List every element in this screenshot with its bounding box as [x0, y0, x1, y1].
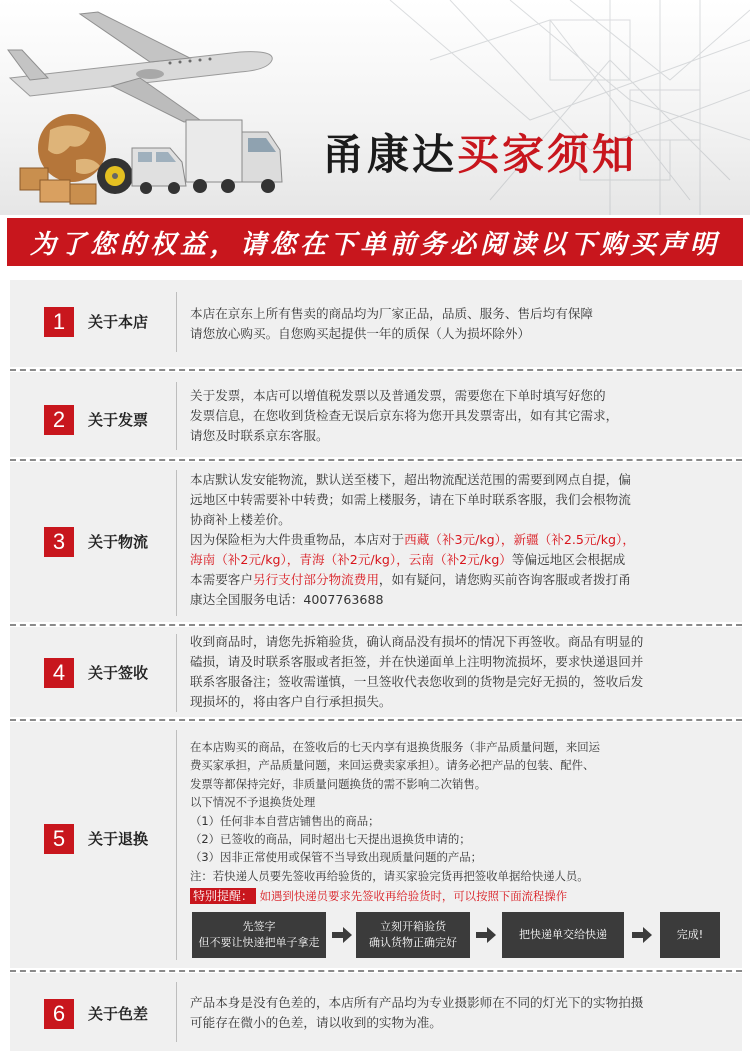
- arrow-right-icon: [476, 927, 496, 943]
- flow-step-title: 把快递单交给快递: [519, 928, 607, 941]
- text-line: 收到商品时，请您先拆箱验货，确认商品没有损坏的情况下再签收。商品有明显的: [190, 634, 644, 649]
- section-number: 3: [44, 527, 74, 557]
- divider: [176, 470, 177, 616]
- section-number: 6: [44, 999, 74, 1029]
- flow-step-title: 先签字: [242, 920, 276, 933]
- logistics-illustration: [0, 0, 300, 215]
- divider: [176, 634, 177, 712]
- flow-step-3: [502, 912, 624, 958]
- text-line: 本需要客户另行支付部分物流费用，如有疑问，请您购买前咨询客服或者拨打甬: [190, 572, 631, 587]
- text-line: 因为保险柜为大件贵重物品，本店对于西藏（补3元/kg），新疆（补2.5元/kg），: [190, 532, 635, 547]
- section-label: 关于色差: [88, 1005, 149, 1023]
- dashed-separator: [10, 459, 742, 461]
- section-text: [190, 632, 738, 712]
- section-text: [190, 993, 738, 1033]
- text-line: 以下情况不予退换货处理: [190, 795, 316, 810]
- section-label: 关于物流: [88, 533, 149, 551]
- flow-step-title: 完成!: [676, 928, 704, 941]
- section-number: 2: [44, 405, 74, 435]
- section-number: 4: [44, 658, 74, 688]
- remote-fee-text: 西藏（补3元/kg），新疆（补2.5元/kg），: [404, 532, 635, 547]
- airplane-icon: [8, 12, 272, 122]
- text-line: 海南（补2元/kg），青海（补2元/kg），云南（补2元/kg）等偏远地区会根据成: [190, 552, 626, 567]
- service-phone: 康达全国服务电话：4007763688: [190, 592, 384, 607]
- flow-step-2: [356, 912, 470, 958]
- divider: [176, 730, 177, 960]
- section-text: [190, 470, 738, 610]
- text-line: 注：若快递人员要先签收再给验货的，请买家验完货再把签收单据给快递人员。: [190, 868, 589, 883]
- flow-step-1: [192, 912, 326, 958]
- section-number: 5: [44, 824, 74, 854]
- dashed-separator: [10, 624, 742, 626]
- text-line: 可能存在微小的色差，请以收到的实物为准。: [190, 1015, 442, 1030]
- arrow-right-icon: [632, 927, 652, 943]
- abstract-grid-background: [330, 0, 750, 215]
- section-text: [190, 738, 738, 906]
- flow-step-4: [660, 912, 720, 958]
- dashed-separator: [10, 719, 742, 721]
- tire-icon: [97, 158, 133, 194]
- text-line: 产品本身是没有色差的，本店所有产品均为专业摄影师在不同的灯光下的实物拍摄: [190, 995, 644, 1010]
- text-line: 费买家承担，产品质量问题，来回运费卖家承担）。请务必把产品的包装、配件、: [190, 758, 595, 773]
- divider: [176, 292, 177, 352]
- text-line: 联系客服备注；签收需谨慎，一旦签收代表您收到的货物是完好无损的，签收后发: [190, 674, 644, 689]
- section-text: [190, 386, 738, 446]
- notice-banner-text: 为了您的权益，请您在下单前务必阅读以下购买声明: [29, 229, 720, 260]
- notice-banner: [7, 218, 743, 266]
- page-title: [322, 122, 637, 182]
- text-line: （3）因非正常使用或保管不当导致出现质量问题的产品；: [190, 850, 483, 865]
- dashed-separator: [10, 970, 742, 972]
- title-notice: 买家须知: [457, 130, 638, 179]
- section-number: 1: [44, 307, 74, 337]
- text-line: 发票信息，在您收到货检查无误后京东将为您开具发票寄出，如有其它需求，: [190, 408, 619, 423]
- extra-fee-text: 另行支付部分物流费用: [252, 572, 379, 587]
- arrow-right-icon: [332, 927, 352, 943]
- text-line: （1）任何非本自营店铺售出的商品；: [190, 813, 380, 828]
- text-line: 请您放心购买。自您购买起提供一年的质保（人为损坏除外）: [190, 326, 531, 341]
- text-line: 本店默认发安能物流，默认送至楼下，超出物流配送范围的需要到网点自提，偏: [190, 472, 631, 487]
- title-brand: 甬康达: [322, 130, 458, 179]
- divider: [176, 982, 177, 1042]
- text-line: （2）已签收的商品，同时超出七天提出退换货申请的；: [190, 832, 471, 847]
- section-label: 关于退换: [88, 830, 149, 848]
- text-line: 本店在京东上所有售卖的商品均为厂家正品，品质、服务、售后均有保障: [190, 306, 593, 321]
- section-label: 关于发票: [88, 411, 149, 429]
- remote-fee-text: 海南（补2元/kg），青海（补2元/kg），云南（补2元/kg）: [190, 552, 512, 567]
- flow-step-desc: 确认货物正确完好: [369, 936, 457, 949]
- flow-step-title: 立刻开箱验货: [380, 920, 446, 933]
- text-line: 协商补上楼差价。: [190, 512, 291, 527]
- text-line: 磕损，请及时联系客服或者拒签，并在快递面单上注明物流损坏，要求快递退回并: [190, 654, 644, 669]
- divider: [176, 382, 177, 450]
- section-label: 关于本店: [88, 313, 149, 331]
- text-line: 关于发票，本店可以增值税发票以及普通发票，需要您在下单时填写好您的: [190, 388, 606, 403]
- section-label: 关于签收: [88, 664, 149, 682]
- text-line: 现损坏的，将由客户自行承担损失。: [190, 694, 392, 709]
- text-line: 远地区中转需要补中转费；如需上楼服务，请在下单时联系客服，我们会根物流: [190, 492, 631, 507]
- header-banner: [0, 0, 750, 215]
- text-line: 请您及时联系京东客服。: [190, 428, 329, 443]
- flow-step-desc: 但不要让快递把单子拿走: [198, 936, 320, 949]
- text-line: 发票等都保持完好，非质量问题换货的需不影响二次销售。: [190, 776, 487, 791]
- van-icon: [132, 148, 186, 194]
- special-reminder: [190, 887, 738, 905]
- text-line: 在本店购买的商品，在签收后的七天内享有退换货服务（非产品质量问题，来回运: [190, 740, 601, 754]
- truck-icon: [186, 120, 282, 193]
- section-text: [190, 304, 738, 344]
- special-reminder-text: 如遇到快递员要求先签收再给验货时，可以按照下面流程操作: [259, 889, 568, 904]
- special-reminder-label: 特别提醒：: [190, 888, 256, 904]
- dashed-separator: [10, 369, 742, 371]
